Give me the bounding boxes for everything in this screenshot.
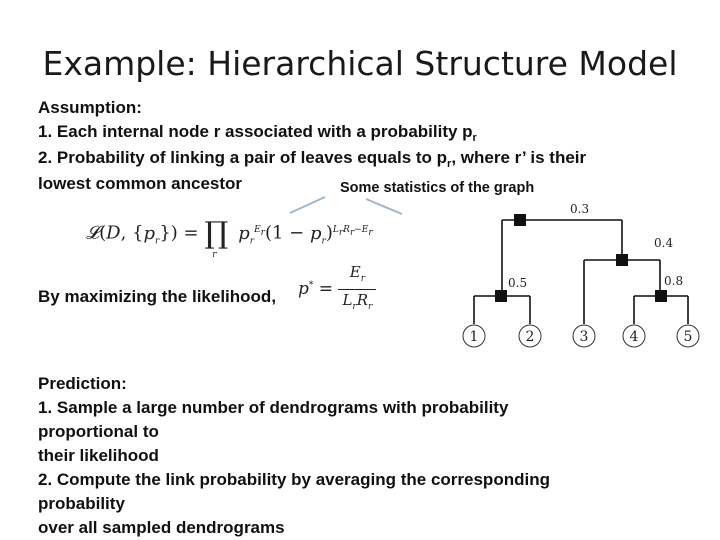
prediction-line: probability <box>38 494 125 513</box>
prediction-line: over all sampled dendrograms <box>38 518 285 537</box>
maximize-text: By maximizing the likelihood, <box>38 287 277 306</box>
prediction-heading: Prediction: <box>38 374 127 393</box>
assumption-line-1: 1. Each internal node r associated with a probability $p_r$ <box>38 122 477 144</box>
prediction-line: their likelihood <box>38 446 159 465</box>
label-03: 0.3 <box>570 202 590 216</box>
leaf-label-1: 1 <box>469 329 479 345</box>
leaf-label-3: 3 <box>579 329 589 345</box>
likelihood-formula: 𝓛(D, $\{p_r\}$) = $\prod_r$ $p_r^{E_r}(1 - p_r)^{L_rR_r-E_r}$ <box>86 216 373 261</box>
slide-title: Example: Hierarchical Structure Model <box>42 44 678 83</box>
prediction-line: proportional to <box>38 422 159 441</box>
node-04 <box>616 254 628 266</box>
prediction-line: 1. Sample a large number of dendrograms with probability <box>38 398 509 417</box>
label-04: 0.4 <box>654 236 674 250</box>
assumption-line-2: 2. Probability of linking a pair of leaves equals to $p_r$, where r’ is their <box>38 148 587 170</box>
node-08 <box>655 290 667 302</box>
assumption-heading: Assumption: <box>38 98 142 117</box>
prediction-line: 2. Compute the link probability by averaging the corresponding <box>38 470 550 489</box>
stats-label: Some statistics of the graph <box>340 180 535 196</box>
node-05 <box>495 290 507 302</box>
prediction-block <box>38 372 550 540</box>
assumption-line-3: lowest common ancestor <box>38 174 243 193</box>
leaf-label-4: 4 <box>629 329 639 345</box>
estimate-formula: p* = $\frac{E_r}{L_rR_r}$ <box>298 262 376 317</box>
label-08: 0.8 <box>664 274 684 288</box>
label-05: 0.5 <box>508 276 528 290</box>
leaf-label-2: 2 <box>525 329 535 345</box>
node-root <box>514 214 526 226</box>
leaf-label-5: 5 <box>683 329 693 345</box>
